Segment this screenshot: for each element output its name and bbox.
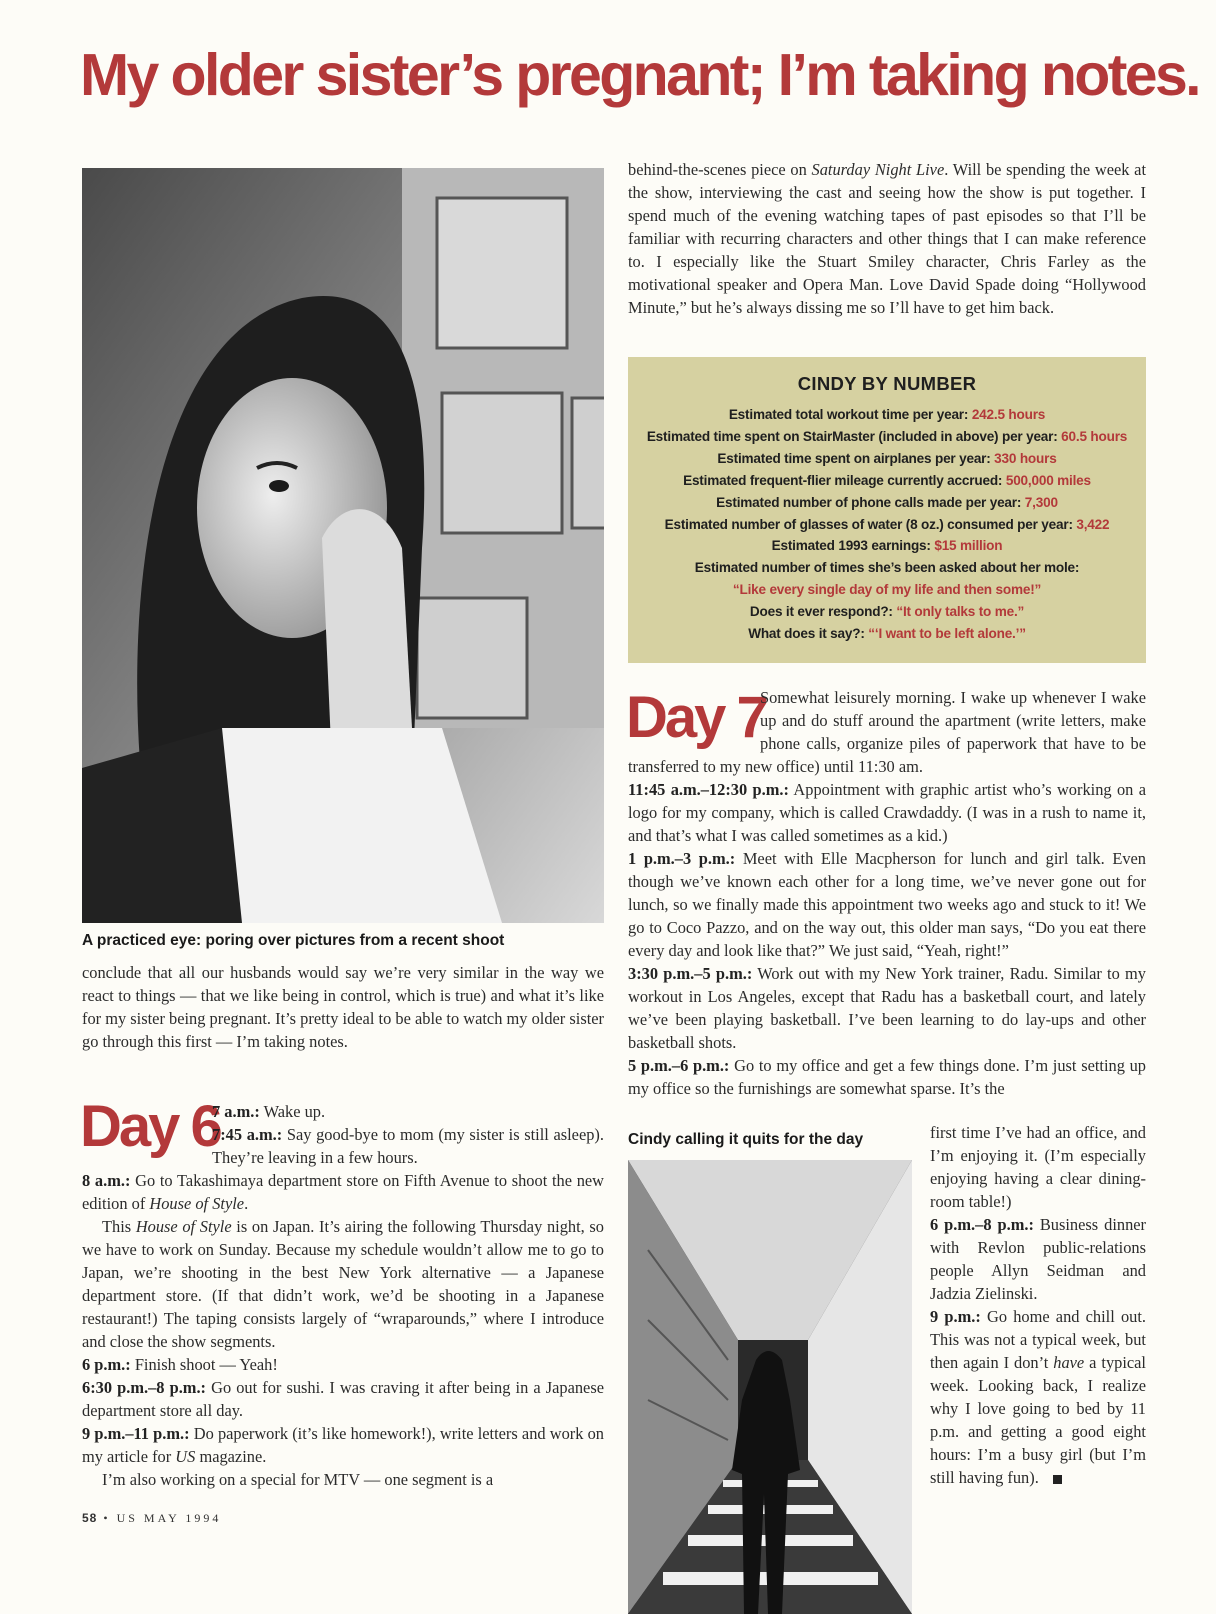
stat-row [628, 404, 1146, 426]
page-number: 58 [82, 1511, 98, 1525]
stat-label: Estimated number of times she’s been asked about her mole: [694, 560, 1080, 576]
day7-evening-entries [930, 1121, 1146, 1489]
entry-time: 6 p.m.: [82, 1355, 131, 1374]
stat-row [628, 470, 1146, 492]
entry-time: 9 p.m.: [930, 1307, 981, 1326]
entry-text: Business dinner with Revlon public-relations people Allyn Seidman and Jadzia Zielinski. [930, 1215, 1146, 1303]
entry-text: Meet with Elle Macpherson for lunch and girl talk. Even though we’ve known each other for a long time, we’ve never gone out for lunch, so we finally made this appointment two weeks ago and stuck to it! We go to Coco Pazzo, and on the way out, this older man says, “Do you eat there every day and look like that?” We just said, “Yeah, right!” [628, 849, 1147, 960]
cindy-by-number-box [628, 357, 1146, 663]
stat-value: 500,000 miles [1005, 472, 1091, 488]
entry-5pm [628, 1054, 1146, 1100]
photo-model-with-contact-sheets [82, 168, 604, 923]
stat-row [628, 579, 1146, 601]
stat-row [628, 601, 1146, 623]
show-title: House of Style [135, 1217, 232, 1236]
entry-9pm [82, 1422, 604, 1468]
day7-float-spacer [628, 686, 760, 752]
headline: My older sister’s pregnant; I’m taking notes. [80, 42, 1199, 108]
day7-continuation: first time I’ve had an office, and I’m enjoying it. (I’m especially enjoying having a clear dining-room table!) [930, 1123, 1146, 1211]
paragraph-snl [628, 158, 1146, 319]
entry-end: a typical week. Looking back, I realize why I love going to bed by 11 p.m. and getting a good eight hours: I’m a busy girl (but I’m still having fun). [930, 1353, 1146, 1487]
stat-label: Estimated frequent-flier mileage currently accrued: [683, 472, 1006, 488]
photo2-caption: Cindy calling it quits for the day [628, 1131, 864, 1148]
stat-label: Estimated total workout time per year: [728, 407, 972, 422]
stat-label: Estimated time spent on StairMaster (included in above) per year: [646, 428, 1062, 444]
entry-time: 7:45 a.m.: [212, 1125, 283, 1144]
entry-end: magazine. [195, 1447, 267, 1466]
stat-value: “‘I want to be left alone.’” [868, 626, 1026, 642]
text-a: behind-the-scenes piece on [628, 160, 812, 179]
show-title: Saturday Night Live [811, 160, 945, 179]
entry-text: Go to Takashimaya department store on Fifth Avenue to shoot the new edition of [82, 1171, 605, 1213]
stat-label: Estimated number of glasses of water (8 oz.) consumed per year: [664, 516, 1077, 532]
day6-early-entries [212, 1100, 604, 1169]
entry-1pm [628, 847, 1146, 962]
footer-separator: • [97, 1511, 117, 1525]
photo-illustration [82, 168, 604, 923]
show-title: House of Style [149, 1194, 245, 1213]
hallway-illustration [628, 1160, 912, 1614]
photo1-caption: A practiced eye: poring over pictures from a recent shoot [82, 932, 505, 949]
entry-time: 1 p.m.–3 p.m.: [628, 849, 736, 868]
stat-row [628, 426, 1146, 448]
day7-entries [628, 686, 1146, 1100]
right-column-snl [628, 158, 1146, 319]
entry-630pm [82, 1376, 604, 1422]
entry-text: Finish shoot — Yeah! [130, 1355, 278, 1374]
day7-intro: Somewhat leisurely morning. I wake up whenever I wake up and do stuff around the apartment (write letters, make phone calls, organize piles of paperwork that have to be transferred to my new office) until 11:30 am. [628, 688, 1146, 776]
entry-745am [212, 1123, 604, 1169]
end-of-article-mark [1053, 1475, 1062, 1484]
stat-row [628, 448, 1146, 470]
entry-time: 6:30 p.m.–8 p.m.: [82, 1378, 207, 1397]
stat-value: 7,300 [1024, 494, 1058, 510]
stat-row [628, 492, 1146, 514]
day6-heading: Day 6 [80, 1094, 220, 1159]
paragraph-conclude: conclude that all our husbands would say we’re very similar in the way we react to things — that we like being in control, which is true) and what it’s like for my sister being pregnant. It’s pretty ideal to be able to watch my older sister go through this first — I’m taking notes. [82, 963, 604, 1051]
entry-text: Appointment with graphic artist who’s working on a logo for my company, which is called Crawdaddy. (I was in a rush to name it, and that’s what I was called sometimes as a kid.) [628, 780, 1146, 845]
entry-time: 7 a.m.: [212, 1102, 260, 1121]
entry-text: Work out with my New York trainer, Radu. Similar to my workout in Los Angeles, except that Radu has a basketball court, and lately we’ve been playing basketball. I’ve been learning to do lay-ups and other basketball shots. [628, 964, 1146, 1052]
stat-value: 3,422 [1076, 516, 1110, 532]
entry-time: 9 p.m.–11 p.m.: [82, 1424, 190, 1443]
entry-time: 8 a.m.: [82, 1171, 131, 1190]
paragraph-house-of-style [82, 1215, 604, 1353]
day7-heading: Day 7 [626, 685, 766, 750]
text-a: This [102, 1217, 136, 1236]
stat-label: Estimated 1993 earnings: [771, 538, 935, 554]
entry-text: Do paperwork (it’s like homework!), write letters and work on my article for [82, 1424, 604, 1466]
text-b: is on Japan. It’s airing the following Thursday night, so we have to work on Sunday. Because my schedule wouldn’t allow me to go to Japan, we’re shooting in the best New York alternative — a Japanese department store. (If that didn’t work, we’d be shooting in a Japanese restaurant!) The taping consists largely of “wraparounds,” where I introduce and close the show segments. [82, 1217, 604, 1351]
entry-time: 6 p.m.–8 p.m.: [930, 1215, 1034, 1234]
entry-text: Go to my office and get a few things done. I’m just setting up my office so the furnishings are somewhat sparse. It’s the [628, 1056, 1146, 1098]
entry-1145am [628, 778, 1146, 847]
stat-value: “It only talks to me.” [896, 604, 1025, 620]
entry-text: Go home and chill out. This was not a typical week, but then again I don’t [930, 1307, 1147, 1372]
photo-hallway-walk [628, 1160, 912, 1614]
magazine-title: US [175, 1447, 196, 1466]
paragraph-mtv: I’m also working on a special for MTV — one segment is a [102, 1470, 494, 1489]
entry-text: Go out for sushi. I was craving it after being in a Japanese department store all day. [82, 1378, 604, 1420]
page-footer [82, 1511, 221, 1526]
stat-value: 242.5 hours [971, 407, 1046, 422]
left-column-intro [82, 961, 604, 1053]
stat-value: 330 hours [994, 450, 1057, 466]
stat-row [628, 557, 1146, 579]
entry-6pm [82, 1353, 604, 1376]
stat-value: “Like every single day of my life and then some!” [732, 582, 1042, 598]
entry-time: 11:45 a.m.–12:30 p.m.: [628, 780, 789, 799]
entry-time: 3:30 p.m.–5 p.m.: [628, 964, 753, 983]
entry-9pm-home [930, 1305, 1146, 1489]
entry-8am [82, 1169, 604, 1215]
footer-issue: US MAY 1994 [116, 1511, 222, 1525]
entry-text: Wake up. [259, 1102, 326, 1121]
text-b: . Will be spending the week at the show, interviewing the cast and seeing how the show is put together. I spend much of the evening watching tapes of past episodes so that I’ll be familiar with recurring characters and other things that I can make reference to. I especially like the Stuart Smiley character, Chris Farley as the motivational speaker and Opera Man. Love David Spade doing “Hollywood Minute,” but he’s always dissing me so I’ll have to get him back. [628, 160, 1147, 317]
stat-label: Does it ever respond?: [749, 604, 897, 620]
emphasis-have: have [1053, 1353, 1085, 1372]
stat-value: $15 million [934, 538, 1003, 554]
day6-entries [82, 1169, 604, 1491]
entry-text: Say good-bye to mom (my sister is still asleep). They’re leaving in a few hours. [212, 1125, 604, 1167]
entry-7am [212, 1100, 604, 1123]
stat-label: What does it say?: [748, 626, 869, 642]
entry-330pm [628, 962, 1146, 1054]
stat-label: Estimated time spent on airplanes per year: [717, 450, 995, 466]
entry-end: . [244, 1194, 249, 1213]
stat-label: Estimated number of phone calls made per year: [716, 494, 1025, 510]
entry-6pm-dinner [930, 1213, 1146, 1305]
stat-row [628, 514, 1146, 536]
stat-row [628, 623, 1146, 645]
stat-row [628, 535, 1146, 557]
stat-value: 60.5 hours [1061, 428, 1128, 444]
entry-time: 5 p.m.–6 p.m.: [628, 1056, 730, 1075]
box-title: CINDY BY NUMBER [797, 373, 977, 394]
